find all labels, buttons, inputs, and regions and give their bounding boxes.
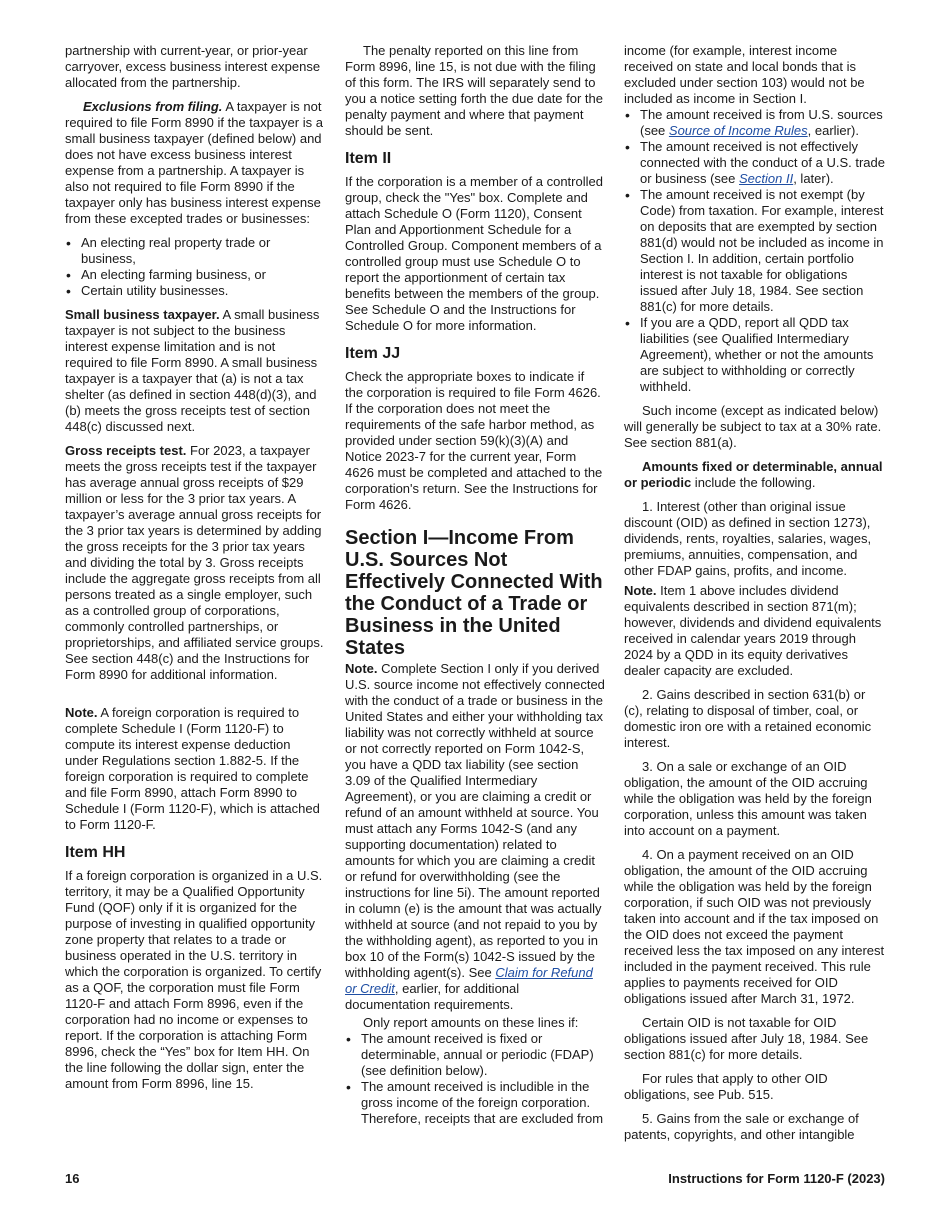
paragraph-text: A foreign corporation is required to complete Schedule I (Form 1120-F) to compute its interest expense deduction under Regulations section 1.882-5. If the foreign corporation is required to complete and file Form 8990, attach Form 8990 to Schedule I (Form 1120-F), which is attached to Form 1120-F. [65,705,320,832]
list-item-text: , earlier). [807,123,859,138]
section-heading: Item II [345,150,392,167]
run-in-heading: Small business taxpayer. [65,307,220,322]
small-business-paragraph [65,307,325,435]
numbered-item: 4. On a payment received on an OID obligation, the amount of the OID accruing while the obligation was held by the foreign corporation, if such OID was not previously taken into account and if the tax imposed on the OID does not exceed the payment received less the tax imposed on any interest included in the payment received. This rule applies to payments received for OID obligations issued after March 31, 1972. [624,847,885,1006]
source-of-income-rules-link[interactable]: Source of Income Rules [668,123,808,138]
note-label: Note. [65,705,98,720]
run-in-heading: Gross receipts test. [65,443,187,458]
paragraph: If the corporation is a member of a controlled group, check the "Yes" box. Complete and attach Schedule O (Form 1120), Consent Plan and Apportionment Schedule for a Controlled Group. Component members of a controlled group must use Schedule O to report the apportionment of certain tax benefits between the members of the group. See Schedule O and the Instructions for Schedule O for more information. [345,174,603,333]
list-item: • If you are a QDD, report all QDD tax liabilities (see Qualified Intermediary Agreement), whether or not the amounts are subject to withholding or correctly withheld. [624,315,886,395]
list-item-text: The amount received is not effectively connected with the conduct of a U.S. trade or business (see [640,139,885,186]
paragraph: Only report amounts on these lines if: [363,1015,579,1030]
column-left [65,43,325,1100]
paragraph: For rules that apply to other OID obligations, see Pub. 515. [624,1071,828,1102]
paragraph: The penalty reported on this line from Form 8996, line 15, is not due with the filing of this form. The IRS will separately send to you a notice setting forth the due date for the penalty payment and where that payment should be sent. [345,43,604,138]
bullet-list [65,235,325,299]
run-in-heading: Amounts fixed or determinable, annual or periodic [624,459,883,490]
list-item: • The amount received is fixed or determinable, annual or periodic (FDAP) (see definition below). [345,1031,605,1079]
list-item: • The amount received is not exempt (by Code) from taxation. For example, interest on deposits that are exempted by section 881(d) would not be included as income in Section I. In addition, certain portfolio interest is not taxable for obligations issued after July 18, 1984. See section 881(c) for more details. [624,187,886,315]
paragraph [624,459,886,491]
paragraph: If a foreign corporation is organized in a U.S. territory, it may be a Qualified Opportunity Fund (QOF) only if it is organized for the purpose of investing in qualified opportunity zone property that relates to a trade or business operated in the U.S. territory in which the corporation is organized. To certify as a QOF, the corporation must file Form 1120-F and attach Form 8996, even if the corporation had no income or expenses to report. If the corporation is attaching Form 8996, check the “Yes” box for Item HH. On the line following the dollar sign, enter the amount from Form 8996, line 15. [65,868,323,1091]
list-item: • An electing real property trade or business, [65,235,325,267]
numbered-item: 3. On a sale or exchange of an OID obligation, the amount of the OID accruing while the obligation was held by the foreign corporation, unless this amount was taken into account on a payment. [624,759,872,838]
footer-title: Instructions for Form 1120-F (2023) [668,1171,885,1186]
note-label: Note. [624,583,657,598]
numbered-item: 2. Gains described in section 631(b) or (c), relating to disposal of timber, coal, or domestic iron ore with a retained economic interest. [624,687,872,750]
note-paragraph [624,583,886,679]
list-item-text: The amount received is from U.S. sources (see [640,107,883,138]
column-middle [345,43,605,1127]
list-item: • An electing farming business, or [65,267,325,283]
claim-for-refund-link[interactable]: Claim for Refund or Credit [345,965,593,996]
paragraph-text: A small business taxpayer is not subject to the business interest expense limitation and is not required to file Form 8990. A small business taxpayer is a taxpayer that (a) is not a tax shelter (as defined in section 448(d)(3), and (b) meets the gross receipts test of section 448(c) discussed next. [65,307,320,434]
paragraph: Such income (except as indicated below) will generally be subject to tax at a 30% rate. See section 881(a). [624,403,882,450]
section-heading: Item JJ [345,345,401,362]
paragraph: partnership with current-year, or prior-year carryover, excess business interest expense allocated from the partnership. [65,43,321,90]
list-item [624,107,886,139]
section-heading: Item HH [65,844,126,861]
paragraph: Certain OID is not taxable for OID obligations issued after July 18, 1984. See section 881(c) for more details. [624,1015,869,1062]
gross-receipts-paragraph [65,443,325,683]
numbered-item: 5. Gains from the sale or exchange of patents, copyrights, and other intangible [624,1111,859,1142]
list-item-text: , later). [793,171,834,186]
list-item: • Certain utility businesses. [65,283,325,299]
paragraph-text: Complete Section I only if you derived U.S. source income not effectively connected with the conduct of a trade or business in the United States and either your withholding tax liability was not correctly withheld at source or not correctly reported on Form 1042-S, you have a QDD tax liability (see section 3.09 of the Qualified Intermediary Agreement), or you are claiming a credit or refund of an amount withheld at source. You must attach any Forms 1042-S (and any supporting documentation) related to amounts for which you are claiming a credit or refund for overwithholding (see the instructions for line 5i). The amount reported in column (e) is the amount that was actually withheld at source (and not repaid to you by the withholding agent), as reported to you in box 10 of the Form(s) 1042-S issued by the withholding agent(s). See [345,661,605,980]
note-paragraph [65,705,325,833]
major-section-heading: Section I—Income From U.S. Sources Not Effectively Connected With the Conduct of a Trade or Business in the United States [345,527,603,659]
run-in-heading: Exclusions from filing. [83,99,223,114]
paragraph-text: A taxpayer is not required to file Form 8990 if the taxpayer is a small business taxpayer (defined below) and does not have excess business interest expense from a partnership. A taxpayer is also not required to file Form 8990 if the taxpayer only has business interest expense from these excepted trades or businesses: [65,99,323,226]
paragraph-text: Item 1 above includes dividend equivalents described in section 871(m); however, dividends and dividend equivalents received in calendar years 2019 through 2024 by a QDD in its equity derivatives dealer capacity are excluded. [624,583,882,678]
column-right [624,43,886,1151]
note-label: Note. [345,661,378,676]
exclusions-paragraph [65,99,325,227]
paragraph: Check the appropriate boxes to indicate if the corporation is required to file Form 4626. If the corporation does not meet the requirements of the safe harbor method, as provided under section 59(k)(3)(A) and Notice 2023-7 for the current year, Form 4626 must be completed and attached to the corporation's return. See the Instructions for Form 4626. [345,369,603,512]
note-paragraph [345,661,605,1013]
numbered-item: 1. Interest (other than original issue discount (OID) as defined in section 1273), dividends, rents, royalties, salaries, wages, premiums, annuities, compensation, and other FDAP gains, profits, and income. [624,499,872,578]
list-item [624,139,886,187]
page-number: 16 [65,1171,80,1186]
paragraph-text: For 2023, a taxpayer meets the gross receipts test if the taxpayer has average annual gross receipts of $29 million or less for the 3 prior tax years. A taxpayer’s average annual gross receipts for the 3 prior tax years is determined by adding the gross receipts for the 3 prior tax years and dividing the total by 3. Gross receipts include the aggregate gross receipts from all persons treated as a single employer, such as a controlled group of corporations, commonly controlled partnerships, or proprietorships, and affiliated service groups. See section 448(c) and the Instructions for Form 8990 for additional information. [65,443,324,682]
paragraph-text: include the following. [691,475,816,490]
paragraph-text: , earlier, for additional documentation requirements. [345,981,520,1012]
paragraph: income (for example, interest income received on state and local bonds that is excluded under section 103) would not be included as income in Section I. [624,43,865,106]
list-item: • The amount received is includible in the gross income of the foreign corporation. Therefore, receipts that are excluded from [345,1079,605,1127]
section-ii-link[interactable]: Section II [739,171,794,186]
